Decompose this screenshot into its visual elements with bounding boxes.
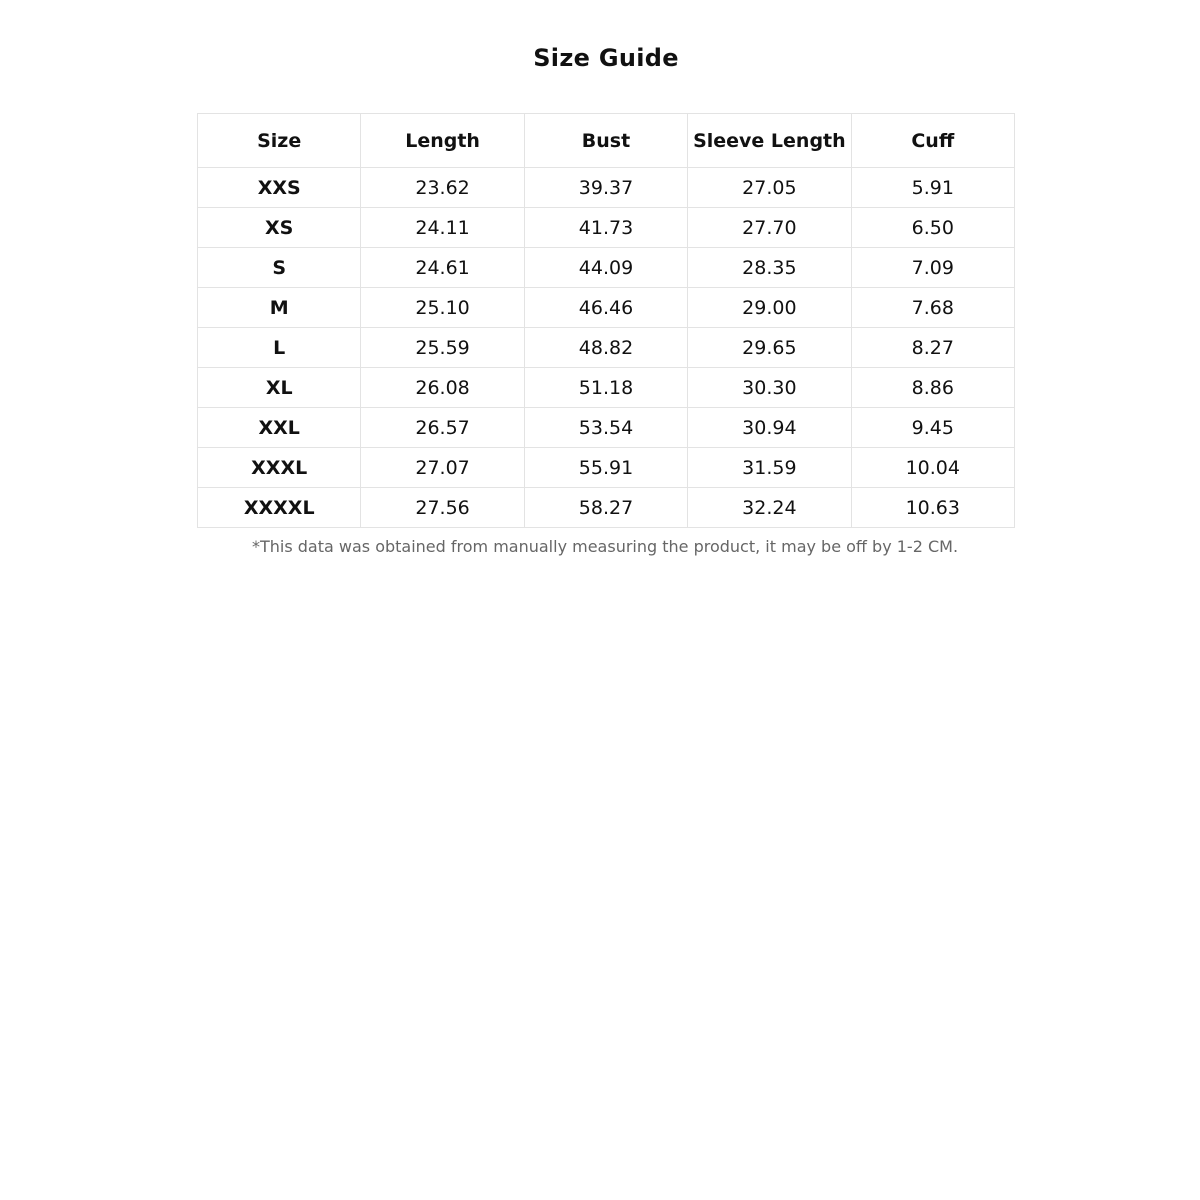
table-row [198, 448, 1015, 488]
table-row [198, 408, 1015, 448]
header-sleeve-length: Sleeve Length [688, 114, 851, 168]
bust-cell: 58.27 [524, 488, 687, 528]
table-header-row [198, 114, 1015, 168]
size-cell: XL [198, 368, 361, 408]
length-cell: 26.57 [361, 408, 524, 448]
header-cuff: Cuff [851, 114, 1014, 168]
table-row [198, 368, 1015, 408]
table-row [198, 328, 1015, 368]
size-cell: S [198, 248, 361, 288]
sleeve-length-cell: 27.05 [688, 168, 851, 208]
cuff-cell: 9.45 [851, 408, 1014, 448]
size-cell: XXXXL [198, 488, 361, 528]
size-cell: L [198, 328, 361, 368]
cuff-cell: 7.09 [851, 248, 1014, 288]
sleeve-length-cell: 28.35 [688, 248, 851, 288]
length-cell: 25.10 [361, 288, 524, 328]
sleeve-length-cell: 30.30 [688, 368, 851, 408]
cuff-cell: 10.63 [851, 488, 1014, 528]
sleeve-length-cell: 29.00 [688, 288, 851, 328]
cuff-cell: 8.86 [851, 368, 1014, 408]
sleeve-length-cell: 32.24 [688, 488, 851, 528]
bust-cell: 46.46 [524, 288, 687, 328]
bust-cell: 55.91 [524, 448, 687, 488]
size-cell: XXS [198, 168, 361, 208]
cuff-cell: 10.04 [851, 448, 1014, 488]
bust-cell: 44.09 [524, 248, 687, 288]
length-cell: 26.08 [361, 368, 524, 408]
table-row [198, 168, 1015, 208]
length-cell: 24.11 [361, 208, 524, 248]
sleeve-length-cell: 31.59 [688, 448, 851, 488]
sleeve-length-cell: 29.65 [688, 328, 851, 368]
header-bust: Bust [524, 114, 687, 168]
size-cell: M [198, 288, 361, 328]
length-cell: 23.62 [361, 168, 524, 208]
size-cell: XXXL [198, 448, 361, 488]
table-row [198, 248, 1015, 288]
bust-cell: 41.73 [524, 208, 687, 248]
cuff-cell: 7.68 [851, 288, 1014, 328]
table-row [198, 288, 1015, 328]
header-size: Size [198, 114, 361, 168]
length-cell: 25.59 [361, 328, 524, 368]
cuff-cell: 5.91 [851, 168, 1014, 208]
table-row [198, 488, 1015, 528]
length-cell: 24.61 [361, 248, 524, 288]
sleeve-length-cell: 27.70 [688, 208, 851, 248]
header-length: Length [361, 114, 524, 168]
size-cell: XS [198, 208, 361, 248]
length-cell: 27.56 [361, 488, 524, 528]
cuff-cell: 6.50 [851, 208, 1014, 248]
table-row [198, 208, 1015, 248]
bust-cell: 53.54 [524, 408, 687, 448]
page-title: Size Guide [533, 44, 679, 72]
bust-cell: 51.18 [524, 368, 687, 408]
length-cell: 27.07 [361, 448, 524, 488]
bust-cell: 48.82 [524, 328, 687, 368]
size-guide-table [197, 113, 1015, 528]
size-cell: XXL [198, 408, 361, 448]
bust-cell: 39.37 [524, 168, 687, 208]
sleeve-length-cell: 30.94 [688, 408, 851, 448]
measurement-footnote: *This data was obtained from manually measuring the product, it may be off by 1-2 CM. [251, 537, 959, 556]
cuff-cell: 8.27 [851, 328, 1014, 368]
